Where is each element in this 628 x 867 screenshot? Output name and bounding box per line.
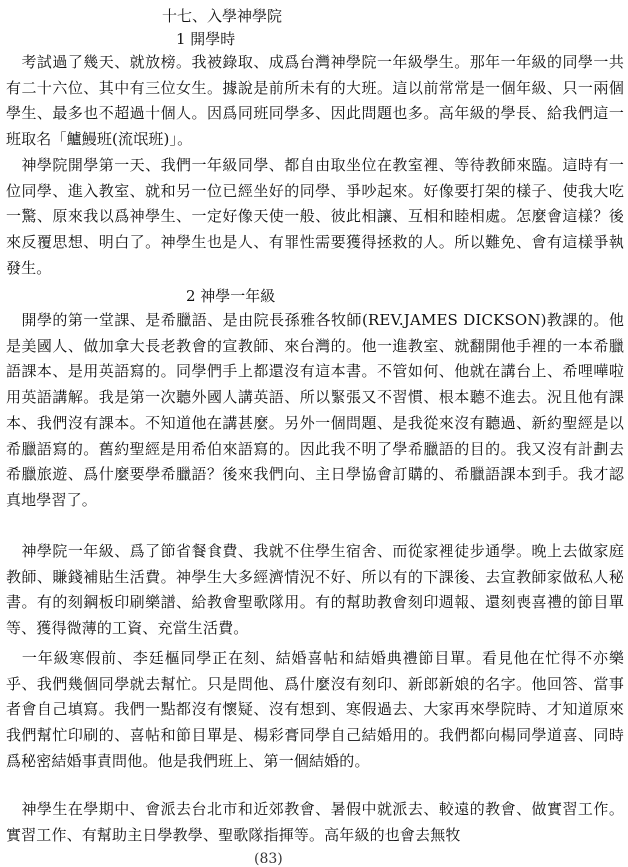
paragraph: 開學的第一堂課、是希臘語、是由院長孫雅各牧師(REV.JAMES DICKSON)教課的。他是美國人、做加拿大長老教會的宣教師、來台灣的。他一進教室、就翻開他手裡的一本希臘語課本、是用英語寫的。同學們手上都還沒有這本書。不管如何、他就在講台上、希哩嘩啦用英語講解。我是第一次聽外國人講英語、所以緊張又不習慣、根本聽不進去。況且他有課本、我們沒有課本。不知道他在講甚麼。另外一個問題、是我從來沒有聽過、新約聖經是以希臘語寫的。舊約聖經是用希伯來語寫的。因此我不明了學希臘語的目的。我又沒有計劃去希臘旅遊、爲什麼要學希臘語？後來我們向、主日學協會訂購的、希臘語課本到手。我才認真地學習了。 <box>6 311 624 509</box>
chapter-title: 十七、入學神學院 <box>162 7 283 25</box>
paragraph: 考試過了幾天、就放榜。我被錄取、成爲台灣神學院一年級學生。那年一年級的同學一共有二十六位、其中有三位女生。據說是前所未有的大班。這以前常常是一個年級、只一兩個學生、最多也不超過十個人。因爲同班同學多、因此問題也多。高年級的學長、給我們這一班取名「鱸鰻班(流氓班)」。 <box>6 53 624 149</box>
paragraph: 一年級寒假前、李廷樞同學正在刻、結婚喜帖和結婚典禮節目單。看見他在忙得不亦樂乎、我們幾個同學就去幫忙。只是問他、爲什麼沒有刻印、新郎新娘的名字。他回答、當事者會自己填寫。我們一點都沒有懷疑、沒有想到、寒假過去、大家再來學院時、才知道原來我們幫忙印刷的、喜帖和節目單是、楊彩膏同學自己結婚用的。我們都向楊同學道喜、同時爲秘密結婚事責問他。他是我們班上、第一個結婚的。 <box>6 649 624 770</box>
paragraph: 神學院開學第一天、我們一年級同學、都自由取坐位在教室裡、等待教師來臨。這時有一位同學、進入教室、就和另一位已經坐好的同學、爭吵起來。好像要打架的樣子、使我大吃一驚、原來我以爲神學生、一定好像天使一般、彼此相讓、互相和睦相處。怎麼會這樣？後來反覆思想、明白了。神學生也是人、有罪性需要獲得拯救的人。所以難免、會有這樣爭執發生。 <box>6 156 624 277</box>
page-number: (83) <box>254 851 283 867</box>
paragraph: 神學院一年級、爲了節省餐食費、我就不住學生宿舍、而從家裡徒步通學。晚上去做家庭教師、賺錢補貼生活費。神學生大多經濟情況不好、所以有的下課後、去宣教師家做私人秘書。有的刻鋼板印刷樂譜、給教會聖歌隊用。有的幫助教會刻印週報、還刻喪喜禮的節目單等、獲得微薄的工資、充當生活費。 <box>6 542 624 638</box>
paragraph: 神學生在學期中、會派去台北市和近郊教會、暑假中就派去、較遠的教會、做實習工作。實習工作、有幫助主日學教學、聖歌隊指揮等。高年級的也會去無牧 <box>6 800 624 844</box>
section-heading-2: 2 神學一年級 <box>186 287 276 305</box>
section-heading-1: 1 開學時 <box>176 30 236 48</box>
